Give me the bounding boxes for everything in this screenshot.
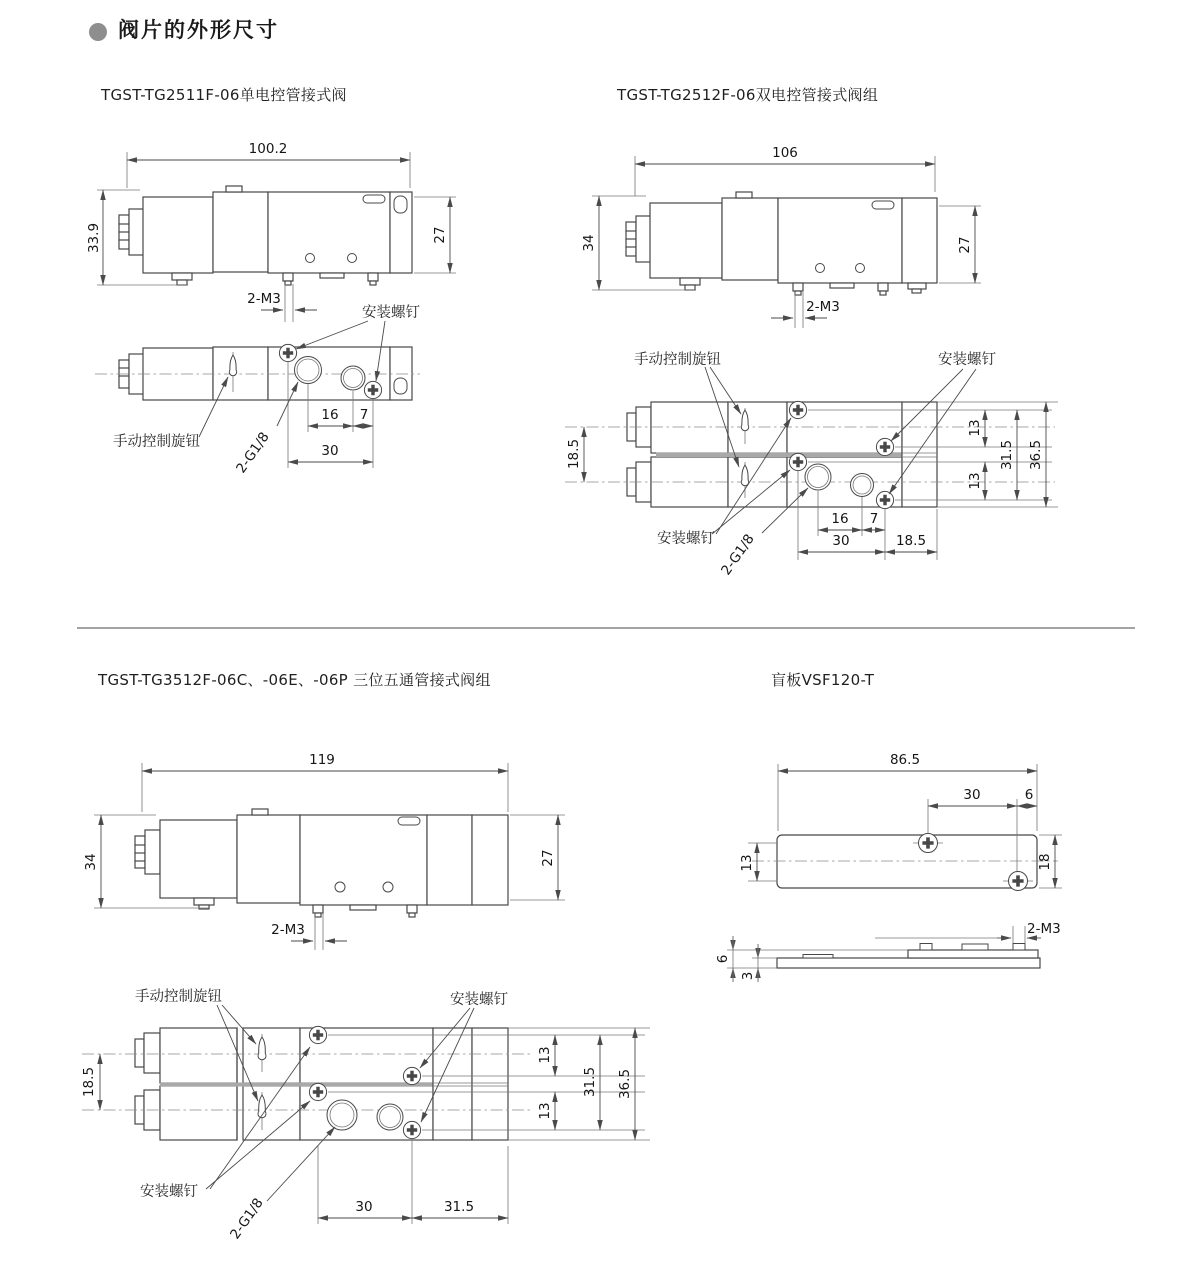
dim-text-screw-pitch: 30	[963, 787, 981, 803]
dim-text-overall-length: 100.2	[248, 141, 288, 157]
mount-screw-label: 安装螺钉	[450, 992, 508, 1008]
mount-screw-icon	[919, 834, 938, 853]
dim-text-mount-thread: 2-M3	[806, 299, 840, 315]
dim-text-overall-thickness: 6	[715, 954, 731, 964]
dim-text-screw-pitch: 30	[832, 533, 850, 549]
single-valve-side-view	[86, 141, 456, 322]
mount-screw-icon	[876, 491, 893, 508]
single-valve-title: TGST-TG2511F-06单电控管接式阀	[101, 86, 347, 104]
dim-screw-rows	[967, 402, 1046, 507]
manual-knob-label: 手动控制旋钮	[634, 352, 721, 368]
dim-text-body-height: 27	[957, 236, 973, 254]
valve-body-side	[119, 186, 412, 285]
dim-text-port-to-screw: 7	[359, 407, 369, 423]
dim-text-body-height: 27	[432, 226, 448, 244]
manual-knob-label: 手动控制旋钮	[135, 989, 222, 1005]
dim-text-station-pitch: 18.5	[566, 438, 582, 470]
dim-text-port-pitch: 16	[831, 511, 849, 527]
dim-station-pitch	[81, 1054, 100, 1110]
port-thread-label: 2-G1/8	[718, 531, 758, 579]
valve-body-side	[135, 809, 508, 917]
dim-text-port-to-screw: 7	[869, 511, 879, 527]
dim-text-body-height: 27	[540, 849, 556, 867]
dim-screw-stagger	[739, 843, 777, 881]
dim-text-screw-pitch: 30	[355, 1199, 373, 1215]
mount-screw-icon	[789, 401, 806, 418]
three-position-top-view	[81, 988, 650, 1242]
plate-profile	[777, 944, 1040, 969]
dim-text-screw-span: 31.5	[582, 1066, 598, 1098]
dim-body-height	[939, 206, 981, 283]
dim-text-screw-row-lower: 13	[537, 1102, 553, 1120]
dim-text-overall-width: 36.5	[1028, 439, 1044, 471]
dim-text-screw-row-lower: 13	[967, 472, 983, 490]
mount-screw-icon	[364, 381, 381, 398]
drawing-blind-plate	[700, 735, 1120, 995]
dim-body-height	[414, 197, 456, 273]
dim-text-screw-to-edge: 6	[1024, 787, 1034, 803]
page-title: 阀片的外形尺寸	[118, 18, 279, 42]
dim-body-height	[510, 815, 565, 900]
dim-text-mount-thread: 2-M3	[271, 922, 305, 938]
mount-screw-icon	[309, 1083, 326, 1100]
dim-text-screw-pitch: 30	[321, 443, 339, 459]
dim-plate-width	[1037, 835, 1062, 888]
manual-knob-label: 手动控制旋钮	[113, 434, 200, 450]
dim-mount-thread	[247, 284, 317, 322]
mount-screw-label: 安装螺钉	[657, 531, 715, 547]
single-valve-top-view	[95, 304, 420, 476]
dim-text-port-pitch: 16	[321, 407, 339, 423]
bottom-dims	[318, 1140, 508, 1224]
three-position-valve-title: TGST-TG3512F-06C、-06E、-06P 三位五通管接式阀组	[98, 671, 491, 689]
mount-screw-icon	[279, 344, 296, 361]
dim-text-screw-row-upper: 13	[967, 419, 983, 437]
blind-plate-side-view	[715, 921, 1061, 982]
dim-text-plate-thickness: 3	[740, 971, 756, 981]
dim-overall-length	[127, 141, 410, 188]
dim-overall-length	[142, 752, 508, 812]
dim-text-screw-row-upper: 13	[537, 1046, 553, 1064]
blind-plate-title: 盲板VSF120-T	[771, 671, 875, 689]
dim-screw-rows	[537, 1028, 635, 1140]
dim-screw-pitch	[288, 443, 373, 462]
dim-text-overall-height: 34	[83, 853, 99, 871]
dim-text-mount-thread: 2-M3	[247, 291, 281, 307]
dim-text-overall-width: 36.5	[617, 1068, 633, 1100]
dim-text-screw-span: 31.5	[999, 439, 1015, 471]
double-valve-top-view	[565, 351, 1058, 578]
three-position-side-view	[83, 752, 565, 950]
dim-text-overall-length: 106	[772, 145, 798, 161]
dim-text-screw-to-edge: 31.5	[443, 1199, 475, 1215]
mount-screw-label: 安装螺钉	[938, 352, 996, 368]
mount-screw-label: 安装螺钉	[362, 305, 420, 321]
double-valve-title: TGST-TG2512F-06双电控管接式阀组	[617, 86, 879, 104]
dim-overall-length	[778, 752, 1037, 831]
dim-text-overall-height: 34	[581, 234, 597, 252]
plate-outline	[777, 835, 1037, 888]
mount-screw-icon	[309, 1026, 326, 1043]
dim-text-screw-stagger: 13	[739, 854, 755, 872]
dim-mount-thread	[771, 292, 840, 328]
double-valve-side-view	[581, 145, 981, 328]
dim-text-station-pitch: 18.5	[81, 1066, 97, 1098]
blind-plate-top-view	[739, 752, 1062, 891]
mount-screw-icon	[403, 1067, 420, 1084]
dim-text-overall-height: 33.9	[86, 222, 102, 254]
drawing-three-position-valve	[60, 740, 660, 1260]
dim-mount-thread	[875, 921, 1061, 943]
section-divider	[77, 627, 1135, 629]
dim-text-plate-width: 18	[1037, 853, 1053, 871]
drawing-single-valve	[75, 125, 575, 500]
dim-text-mount-thread: 2-M3	[1027, 921, 1061, 937]
dim-mount-thread	[271, 913, 347, 950]
dim-text-overall-length: 119	[309, 752, 335, 768]
mount-screw-label: 安装螺钉	[140, 1184, 198, 1200]
mount-screw-icon	[403, 1121, 420, 1138]
section-bullet-icon	[89, 23, 107, 41]
drawing-double-valve	[555, 125, 1100, 605]
dim-station-pitch	[566, 427, 584, 482]
mount-screw-icon	[789, 453, 806, 470]
dim-text-screw-to-edge: 18.5	[895, 533, 927, 549]
port-thread-label: 2-G1/8	[227, 1195, 267, 1243]
port-thread-label: 2-G1/8	[233, 429, 273, 477]
label-port-thread	[227, 1127, 335, 1242]
valve-body-side	[626, 192, 937, 295]
mount-screw-icon	[1009, 872, 1028, 891]
dim-text-overall-length: 86.5	[889, 752, 921, 768]
dim-overall-length	[635, 145, 935, 196]
